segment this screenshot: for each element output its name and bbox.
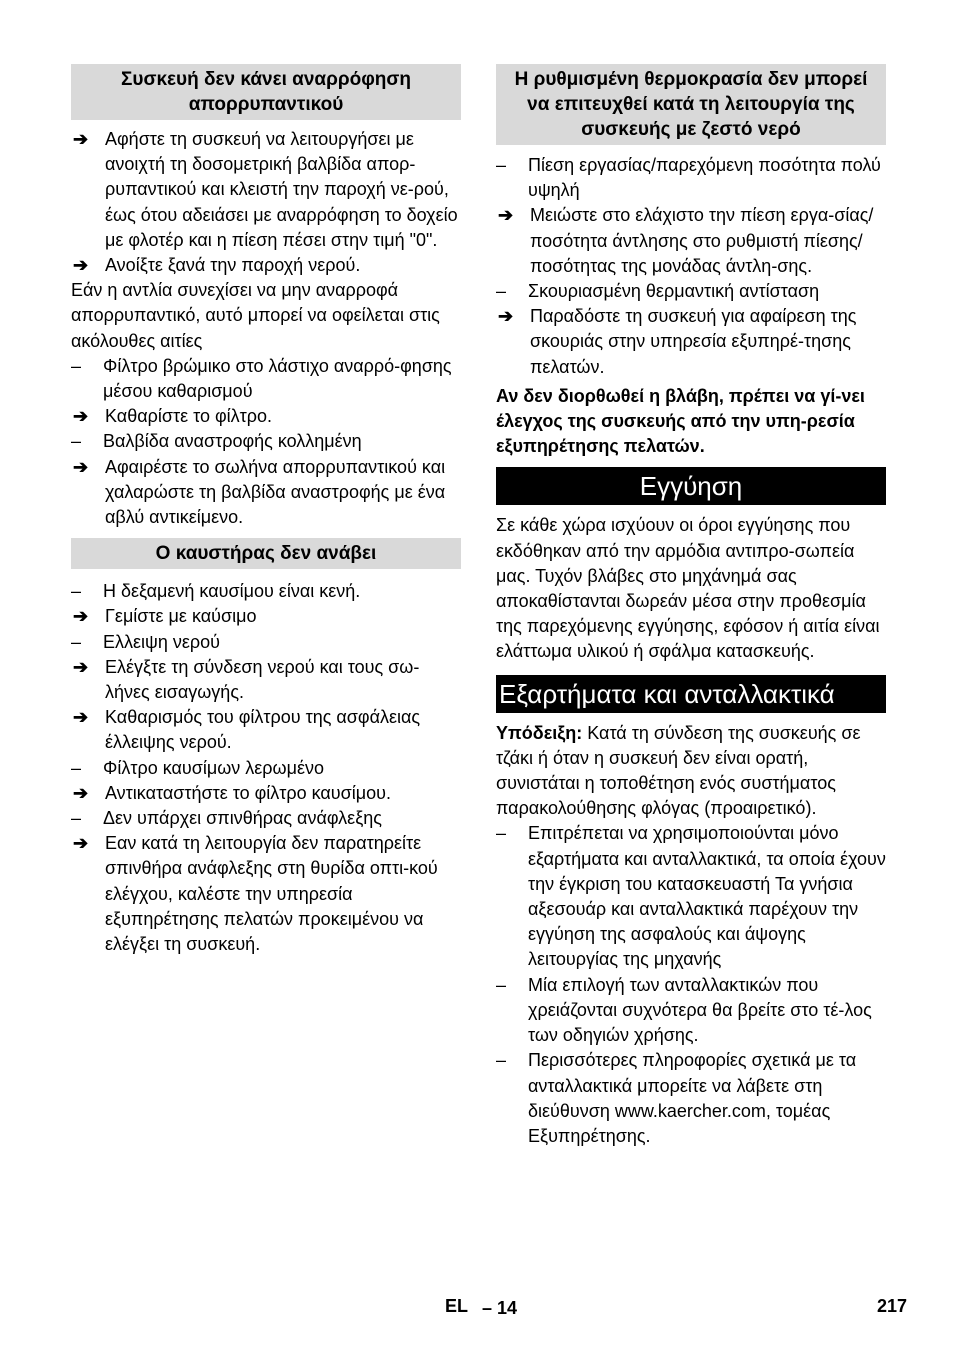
list-item-text: Αφήστε τη συσκευή να λειτουργήσει με ανοιχτή τη δοσομετρική βαλβίδα απορ-ρυπαντικού και κλειστή την παροχή νε-ρού, έως ότου αδειάσει με αναρρόφηση το δοχείο με φλοτέρ και η πίεση πέσει στην τιμή "0". [105,129,458,250]
accessories-heading: Εξαρτήματα και ανταλλακτικά [496,675,886,713]
list-item-text: Εαν κατά τη λειτουργία δεν παρατηρείτε σπινθήρα ανάφλεξης στη θυρίδα οπτι-κού ελέγχου, καλέστε την υπηρεσία εξυπηρέτησης πελατών προκειμένου να ελέγξει τη συσκευή. [105,833,438,955]
list-item [71,455,461,531]
list-item-text: Φίλτρο βρώμικο στο λάστιχο αναρρό-φησης μέσου καθαρισμού [103,355,452,402]
arrow-bullet-icon: ➔ [73,782,89,803]
list-item-text: Αντικαταστήστε το φίλτρο καυσίμου. [105,782,391,803]
footer-page-number: 217 [877,1296,908,1316]
arrow-bullet-icon: ➔ [73,606,89,627]
dash-bullet-icon: – [71,757,82,778]
list-item-text: Ανοίξτε ξανά την παροχή νερού. [105,255,361,276]
list-item-text: Περισσότερες πληροφορίες σχετικά με τα ανταλλακτικά μπορείτε να λάβετε στη διεύθυνση www.kaercher.com, τομέας Εξυπηρέτησης. [528,1050,857,1146]
list-item-text: Σκουριασμένη θερμαντική αντίσταση [528,281,820,302]
list-item-text: Παραδόστε τη συσκευή για αφαίρεση της σκουριάς στην υπηρεσία εξυπηρέ-τησης πελατών. [530,306,857,377]
list-item [71,253,461,278]
arrow-bullet-icon: ➔ [73,129,89,149]
dash-bullet-icon: – [496,155,507,175]
section-heading-no-detergent: Συσκευή δεν κάνει αναρρόφηση απορρυπαντικού [71,64,461,120]
list-item [71,806,461,831]
section-heading-temperature: Η ρυθμισμένη θερμοκρασία δεν μπορεί να επιτευχθεί κατά τη λειτουργία της συσκευής με ζεστό νερό [496,64,886,145]
list-item [71,404,461,429]
list-item [71,781,461,806]
paragraph-causes: Εάν η αντλία συνεχίσει να μην αναρροφά απορρυπαντικό, αυτό μπορεί να οφείλεται στις ακόλουθες αιτίες [71,280,440,351]
list-item-text: Γεμίστε με καύσιμο [105,606,257,627]
arrow-bullet-icon: ➔ [73,707,89,728]
list-item [71,579,461,604]
list-item [71,655,461,705]
list-item-text: Καθαρίστε το φίλτρο. [105,406,272,427]
list-temperature [496,153,886,380]
warranty-text: Σε κάθε χώρα ισχύουν οι όροι εγγύησης που εκδόθηκαν από την αρμόδια αντιπρο-σωπεία μας. Τυχόν βλάβες στο μηχάνημά σας αποκαθίστανται δωρεάν μέσα στην προθεσμία της παρεχόμενης εγγύησης, εφόσον ή αιτία είναι ελάττωμα υλικού ή σφάλμα κατασκευής. [496,515,880,662]
list-item [496,821,886,972]
list-item [496,203,886,279]
list-burner [71,579,461,957]
list-item-text: Ελλειψη νερού [103,631,220,652]
list-item [496,1048,886,1149]
dash-bullet-icon: – [71,808,82,829]
arrow-bullet-icon: ➔ [73,255,89,276]
list-item [71,127,461,253]
arrow-bullet-icon: ➔ [73,656,89,677]
list-item-text: Δεν υπάρχει σπινθήρας ανάφλεξης [103,808,382,829]
accessories-note [496,721,886,822]
dash-bullet-icon: – [71,581,82,602]
list-item [71,756,461,781]
list-item [496,279,886,304]
arrow-bullet-icon: ➔ [73,833,89,854]
section-heading-burner: Ο καυστήρας δεν ανάβει [71,538,461,569]
list-item-text: Ελέγξτε τη σύνδεση νερού και τους σω-λήνες εισαγωγής. [105,656,420,703]
footer-local-page: – 14 [482,1298,518,1318]
dash-bullet-icon: – [496,974,507,995]
list-item [71,831,461,957]
arrow-bullet-icon: ➔ [73,406,89,427]
list-item-text: Η δεξαμενή καυσίμου είναι κενή. [103,581,361,602]
list-item [496,304,886,380]
dash-bullet-icon: – [496,281,507,302]
dash-bullet-icon: – [71,431,82,452]
list-item-text: Αφαιρέστε το σωλήνα απορρυπαντικού και χαλαρώστε τη βαλβίδα αναστροφής με ένα αβλύ αντικείμενο. [105,456,446,528]
arrow-bullet-icon: ➔ [498,205,514,226]
list-item [71,604,461,629]
list-item [71,630,461,655]
list-accessories [496,821,886,1149]
right-column [496,64,886,1149]
list-item [496,973,886,1049]
list-item [71,354,461,404]
left-column [71,64,461,957]
bold-service-note: Αν δεν διορθωθεί η βλάβη, πρέπει να γί-νει έλεγχος της συσκευής από την υπη-ρεσία εξυπηρέτησης πελατών. [496,385,865,457]
note-label: Υπόδειξη: [496,722,583,743]
list-item-text: Καθαρισμός του φίλτρου της ασφάλειας έλλειψης νερού. [105,707,421,753]
list-item [71,705,461,755]
dash-bullet-icon: – [71,631,82,652]
list-item-text: Βαλβίδα αναστροφής κολλημένη [103,431,362,452]
list-item-text: Μειώστε στο ελάχιστο την πίεση εργα-σίας/ποσότητα άντλησης στο ρυθμιστή πίεσης/ποσότητας της μονάδας άντλη-σης. [530,205,874,276]
note-text: Κατά τη σύνδεση της συσκευής σε τζάκι ή όταν η συσκευή δεν είναι ορατή, συνιστάται η τοποθέτηση ενός συστήματος παρακολούθησης φλόγας (προαιρετικό). [496,722,861,819]
dash-bullet-icon: – [496,823,507,844]
list-no-detergent-b [71,354,461,530]
warranty-heading: Εγγύηση [496,467,886,505]
list-item [496,153,886,203]
list-item-text: Επιτρέπεται να χρησιμοποιούνται μόνο εξαρτήματα και ανταλλακτικά, τα οποία έχουν την έγκριση του κατασκευαστή Τα γνήσια αξεσουάρ και ανταλλακτικά παρέχουν την εγγύηση της ασφαλούς και άψογης λειτουργίας της μηχανής [528,823,886,970]
list-item-text: Μία επιλογή των ανταλλακτικών που χρειάζονται συχνότερα θα βρείτε στο τέ-λος των οδηγιών χρήσης. [528,974,872,1046]
list-no-detergent-a [71,127,461,278]
list-item-text: Πίεση εργασίας/παρεχόμενη ποσότητα πολύ υψηλή [528,155,881,201]
dash-bullet-icon: – [71,355,82,376]
list-item [71,429,461,454]
arrow-bullet-icon: ➔ [498,306,514,327]
list-item-text: Φίλτρο καυσίμων λερωμένο [103,757,325,778]
footer-language: EL [445,1296,469,1316]
dash-bullet-icon: – [496,1050,507,1071]
arrow-bullet-icon: ➔ [73,456,89,477]
